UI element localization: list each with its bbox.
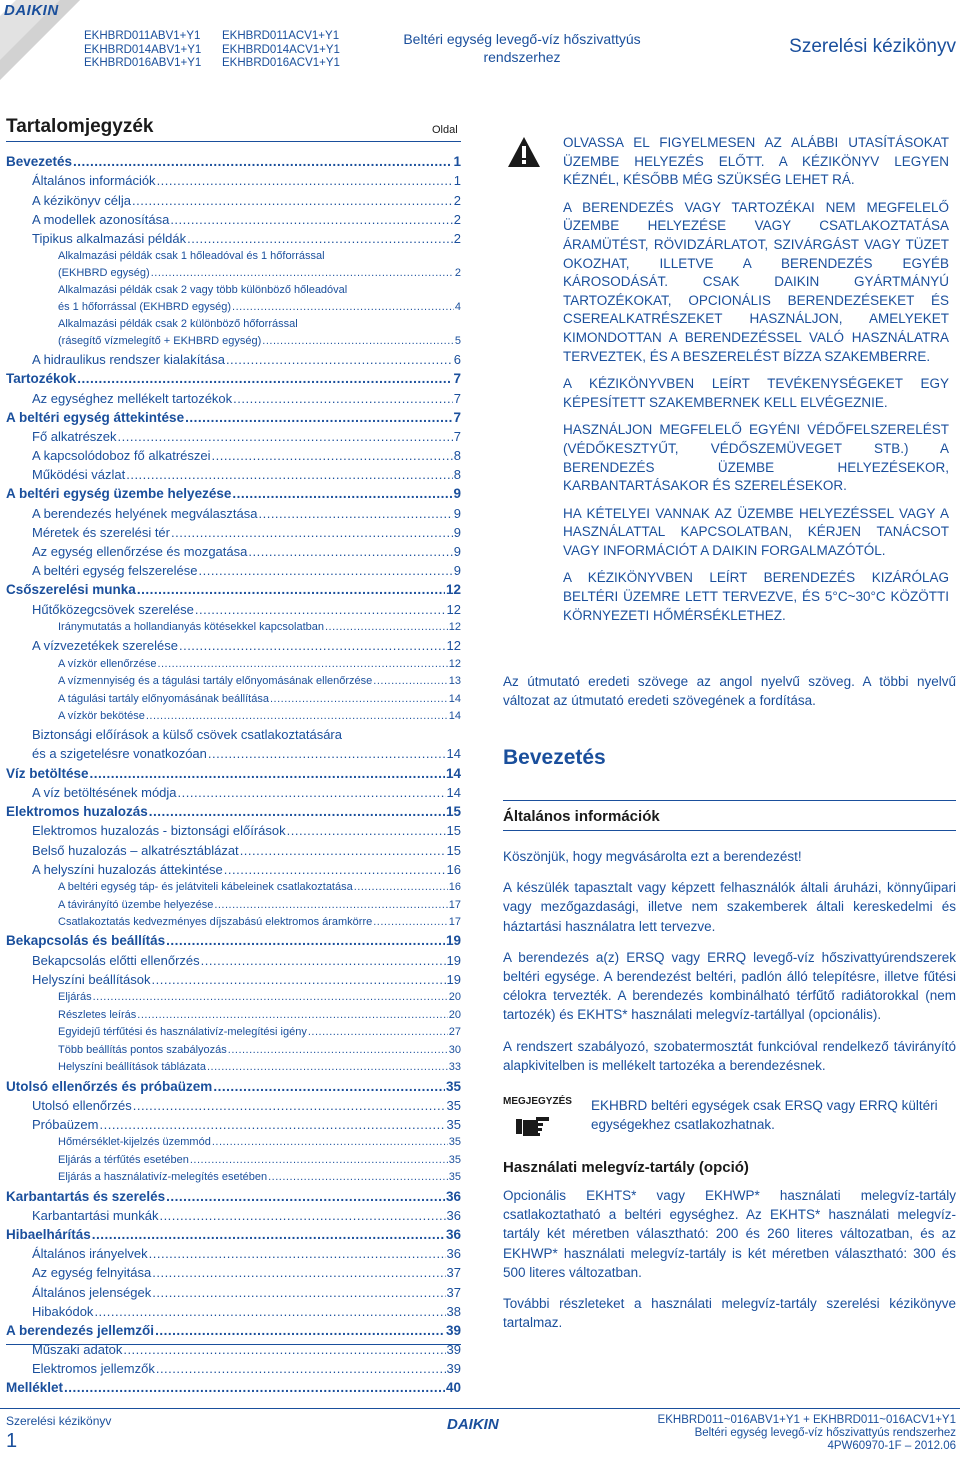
toc-entry[interactable] (6, 989, 461, 1007)
toc-entry-label: Műszaki adatok (32, 1342, 123, 1358)
toc-entry-page: 12 (446, 601, 461, 617)
toc-entry-page: 12 (448, 657, 461, 670)
toc-dot-leader (308, 1024, 448, 1041)
toc-dot-leader (146, 708, 448, 725)
brand-logo: DAIKIN (4, 2, 59, 19)
toc-entry[interactable] (6, 171, 461, 190)
toc-entry-page: 12 (446, 638, 461, 654)
toc-entry-page: 2 (453, 211, 461, 227)
toc-entry-label: A vízvezetékek szerelése (32, 638, 178, 654)
toc-entry-label: Csatlakoztatás kedvezményes díjszabású elektromos áramkörre (58, 916, 373, 929)
toc-entry-label: Elektromos huzalozás (6, 804, 148, 820)
toc-entry[interactable] (6, 655, 461, 673)
subsection-rule (503, 830, 956, 831)
toc-entry-label: Több beállítás pontos szabályozás (58, 1043, 227, 1056)
toc-entry-label: Általános irányelvek (32, 1246, 148, 1262)
toc-dot-leader (118, 427, 453, 446)
toc-entry[interactable] (6, 1169, 461, 1187)
toc-entry[interactable] (6, 282, 461, 316)
toc-dot-leader (149, 1244, 446, 1263)
warning-indoor-only: A KÉZIKÖNYVBEN LEÍRT BERENDEZÉS KIZÁRÓLAG BELTÉRI ÜZEMRE LETT TERVEZVE, ÉS 5°C~30°C KÖZÖTTI KÖRNYEZETI HŐMÉRSÉKLETHEZ. (563, 570, 949, 623)
toc-entry-label: A kapcsolódoboz fő alkatrészei (32, 448, 211, 464)
toc-dot-leader (155, 1321, 445, 1340)
toc-entry-page: 12 (448, 621, 461, 634)
toc-entry[interactable] (6, 708, 461, 726)
toc-entry[interactable] (6, 840, 461, 859)
warning-contact-dealer: HA KÉTELYEI VANNAK AZ ÜZEMBE HELYEZÉSSEL VAGY A HASZNÁLATTAL KAPCSOLATBAN, KÉRJEN TANÁCSOT VAGY INFORMÁCIÓT A DAIKIN FORGALMAZÓTÓL. (563, 505, 949, 558)
toc-entry-page: 2 (453, 230, 461, 246)
original-language-note: Az útmutató eredeti szövege az angol nyelvű szöveg. A többi nyelvű változat az útmutató eredeti szövegének a fordítása. (503, 674, 956, 709)
toc-entry[interactable] (6, 1151, 461, 1169)
toc-entry[interactable] (6, 229, 461, 248)
toc-entry-label: Biztonsági előírások a külső csövek csatlakoztatására (32, 727, 342, 743)
toc-entry-page: 36 (445, 1188, 461, 1204)
toc-dot-leader (354, 879, 448, 896)
toc-dot-leader (233, 389, 453, 408)
toc-entry-page: 8 (453, 467, 461, 483)
footer-manual-title: Szerelési kézikönyv (6, 1414, 112, 1428)
toc-entry-label: Iránymutatás a hollandianyás kötésekkel kapcsolatban (58, 621, 324, 634)
toc-entry-label: Elektromos jellemzők (32, 1361, 155, 1377)
toc-bottom-rule (6, 1344, 461, 1345)
toc-entry[interactable] (6, 725, 461, 763)
toc-entry[interactable] (6, 369, 461, 388)
toc-entry-page: 38 (446, 1303, 461, 1319)
intro-thanks: Köszönjük, hogy megvásárolta ezt a berendezést! (503, 849, 802, 864)
toc-entry-label: Alkalmazási példák csak 2 különböző hőforrással (58, 317, 298, 330)
toc-entry-label: Utolsó ellenőrzés (32, 1097, 132, 1113)
header-subtitle: Beltéri egység levegő-víz hőszivattyús rendszerhez (403, 31, 641, 65)
toc-entry[interactable] (6, 1321, 461, 1340)
toc-entry-label: Tipikus alkalmazási példák (32, 230, 187, 246)
toc-dot-leader (137, 580, 445, 599)
toc-dot-leader (93, 989, 448, 1006)
toc-entry-page: 2 (453, 192, 461, 208)
toc-entry-label: Az egység felnyitása (32, 1265, 152, 1281)
toc-entry-label: Az egységhez mellékelt tartozékok (32, 390, 233, 406)
toc-entry[interactable] (6, 427, 461, 446)
toc-entry-label: Hibaelhárítás (6, 1226, 91, 1242)
toc-entry-label: A vízkör bekötése (58, 710, 145, 723)
toc-entry-label: Tartozékok (6, 371, 77, 387)
toc-entry-page: 19 (446, 971, 461, 987)
subsection-title-general: Általános információk (503, 808, 660, 825)
toc-entry[interactable] (6, 690, 461, 708)
toc-entry-page: 35 (448, 1171, 461, 1184)
toc-entry-page: 13 (448, 675, 461, 688)
toc-entry[interactable] (6, 1134, 461, 1152)
toc-dot-leader (99, 1115, 445, 1134)
toc-entry[interactable] (6, 1225, 461, 1244)
toc-entry-label-cont: és a szigetelésre vonatkozóan (32, 746, 207, 762)
toc-dot-leader (179, 636, 446, 655)
toc-dot-leader (228, 1042, 448, 1059)
toc-entry-label-cont: (rásegítő vízmelegítő + EKHBRD egység) (58, 334, 262, 347)
toc-entry[interactable] (6, 950, 461, 969)
toc-entry-label: A berendezés helyének megválasztása (32, 505, 258, 521)
toc-entry-label: A helyszíni huzalozás áttekintése (32, 861, 223, 877)
footer-rule (0, 1408, 960, 1409)
toc-dot-leader (133, 1096, 446, 1115)
toc-entry-page: 40 (445, 1380, 461, 1396)
toc-entry-page: 15 (446, 842, 461, 858)
toc-entry[interactable] (6, 1378, 461, 1397)
toc-title: Tartalomjegyzék (6, 116, 154, 137)
toc-dot-leader (232, 299, 454, 316)
toc-dot-leader (226, 350, 453, 369)
toc-entry-page: 36 (446, 1246, 461, 1262)
toc-dot-leader (156, 1359, 446, 1378)
toc-entry-label: Helyszíni beállítások (32, 971, 151, 987)
footer-subtitle: Beltéri egység levegő-víz hőszivattyús rendszerhez (694, 1427, 956, 1439)
toc-dot-leader (207, 1059, 448, 1076)
toc-dot-leader (126, 465, 453, 484)
toc-entry[interactable] (6, 561, 461, 580)
toc-dot-leader (73, 152, 452, 171)
toc-dot-leader (159, 1206, 445, 1225)
toc-entry[interactable] (6, 860, 461, 879)
toc-entry-label: Hibakódok (32, 1303, 94, 1319)
toc-dot-leader (198, 561, 452, 580)
toc-dot-leader (213, 1077, 445, 1096)
toc-dot-leader (149, 802, 445, 821)
toc-entry-page: 5 (454, 334, 461, 347)
toc-dot-leader (195, 600, 446, 619)
toc-entry-label: Részletes leírás (58, 1008, 137, 1021)
toc-entry[interactable] (6, 1282, 461, 1301)
toc-entry-page: 9 (453, 486, 461, 502)
toc-entry-page: 4 (454, 300, 461, 313)
intro-intended-use: A készülék tapasztalt vagy képzett felhasználók általi áruházi, könnyűipari vagy mezőgazdasági, illetve nem szakemberek általi kereskedelmi és háztartási használatra lett tervezve. (503, 880, 956, 934)
toc-dot-leader (132, 191, 453, 210)
footer-doc-code: 4PW60970-1F – 2012.06 (827, 1440, 956, 1452)
toc-entry[interactable] (6, 914, 461, 932)
warning-qualified-person: A KÉZIKÖNYVBEN LEÍRT TEVÉKENYSÉGEKET EGY KÉPESÍTETT SZAKEMBERNEK KELL ELVÉGEZNIE. (563, 376, 949, 410)
note-label: MEGJEGYZÉS (503, 1096, 572, 1107)
toc-entry-label: A beltéri egység üzembe helyezése (6, 486, 232, 502)
toc-entry-page: 14 (448, 692, 461, 705)
toc-entry[interactable] (6, 152, 461, 171)
toc-entry-page: 35 (445, 1078, 461, 1094)
toc-dot-leader (166, 931, 445, 950)
toc-entry-label: A tágulási tartály előnyomásának beállítása (58, 692, 269, 705)
toc-dot-leader (262, 333, 454, 350)
toc-top-rule (6, 141, 461, 142)
toc-entry[interactable] (6, 190, 461, 209)
toc-dot-leader (212, 446, 453, 465)
toc-entry[interactable] (6, 1059, 461, 1077)
header-manual-title: Szerelési kézikönyv (789, 36, 956, 57)
toc-dot-leader (123, 1340, 445, 1359)
toc-entry-page: 35 (448, 1136, 461, 1149)
toc-entry[interactable] (6, 619, 461, 637)
toc-entry[interactable] (6, 1359, 461, 1378)
toc-entry-label: A vízmennyiség és a tágulási tartály előnyomásának ellenőrzése (58, 675, 373, 688)
toc-entry-label: Hűtőközegcsövek szerelése (32, 601, 194, 617)
toc-entry-label: A hidraulikus rendszer kialakítása (32, 352, 225, 368)
toc-entry-page: 36 (446, 1207, 461, 1223)
toc-dot-leader (268, 1169, 448, 1186)
toc-dot-leader (248, 542, 452, 561)
toc-entry-page: 9 (453, 563, 461, 579)
toc-dot-leader (152, 1283, 445, 1302)
toc-entry-label: Bekapcsolás előtti ellenőrzés (32, 952, 200, 968)
toc-entry-page: 14 (446, 785, 461, 801)
toc-entry-label: Utolsó ellenőrzés és próbaüzem (6, 1078, 213, 1094)
toc-dot-leader (90, 764, 445, 783)
toc-dot-leader (212, 1134, 448, 1151)
toc-dot-leader (151, 265, 454, 282)
header-models-acv: EKHBRD011ACV1+Y1 EKHBRD014ACV1+Y1 EKHBRD016ACV1+Y1 (222, 30, 340, 69)
subsection-title-dhw-tank: Használati melegvíz-tartály (opció) (503, 1159, 749, 1176)
toc-dot-leader (325, 619, 448, 636)
toc-entry-page: 2 (454, 266, 461, 279)
toc-entry-label: Elektromos huzalozás - biztonsági előírások (32, 823, 286, 839)
toc-entry[interactable] (6, 599, 461, 618)
toc-entry-label: Eljárás a használativíz-melegítés esetében (58, 1171, 268, 1184)
toc-entry-label: Melléklet (6, 1380, 64, 1396)
toc-entry-label: Fő alkatrészek (32, 428, 117, 444)
toc-entry[interactable] (6, 1041, 461, 1059)
footer-models: EKHBRD011~016ABV1+Y1 + EKHBRD011~016ACV1+Y1 (657, 1414, 956, 1426)
warning-icon (507, 136, 541, 168)
toc-entry[interactable] (6, 1340, 461, 1359)
toc-entry[interactable] (6, 1096, 461, 1115)
toc-entry-page: 39 (446, 1342, 461, 1358)
toc-entry-label: A modellek azonosítása (32, 211, 170, 227)
toc-entry[interactable] (6, 523, 461, 542)
toc-dot-leader (170, 210, 452, 229)
toc-entry[interactable] (6, 248, 461, 282)
toc-entry-label: Egyidejű térfűtési és használativíz-melegítési igény (58, 1026, 307, 1039)
toc-dot-leader (214, 897, 447, 914)
toc-entry-label: Méretek és szerelési tér (32, 524, 170, 540)
toc-entry-page: 17 (448, 898, 461, 911)
intro-system-description: A berendezés a(z) ERSQ vagy ERRQ levegő-víz hőszivattyúrendszerek beltéri egysége. A berendezést beltéri, padlón álló telepítésre, illetve fűtési célokra tervezték. A berendezés kombinálható térfűtő radiátorokkal (nem tartozék) és EKHTS* használati melegvíz-tartállyal (opcionális). (503, 949, 956, 1023)
toc-entry[interactable] (6, 970, 461, 989)
toc-entry[interactable] (6, 896, 461, 914)
toc-dot-leader (240, 841, 446, 860)
toc-entry[interactable] (6, 210, 461, 229)
toc-entry-page: 36 (445, 1226, 461, 1242)
toc-entry-label: Általános jelenségek (32, 1284, 152, 1300)
toc-entry-page: 30 (448, 1043, 461, 1056)
dhw-tank-paragraphs (503, 1186, 956, 1340)
toc-entry-label: Alkalmazási példák csak 1 hőleadóval és 1 hőforrással (58, 249, 325, 262)
toc-entry[interactable] (6, 408, 461, 427)
toc-entry-label: A vízkör ellenőrzése (58, 657, 157, 670)
toc-entry-label: Eljárás (58, 991, 92, 1004)
toc-entry-label-cont: (EKHBRD egység) (58, 266, 150, 279)
toc-entry[interactable] (6, 764, 461, 783)
toc-entry[interactable] (6, 484, 461, 503)
toc-entry-label: A kézikönyv célja (32, 192, 131, 208)
toc-entry-page: 35 (446, 1116, 461, 1132)
toc-entry-label: Hőmérséklet-kijelzés üzemmód (58, 1136, 211, 1149)
toc-entry-label-cont: és 1 hőforrással (EKHBRD egység) (58, 300, 232, 313)
safety-warning-block (563, 134, 949, 625)
toc-entry-page: 19 (445, 933, 461, 949)
toc-entry-page: 9 (453, 505, 461, 521)
note-text: EKHBRD beltéri egységek csak ERSQ vagy ERRQ kültéri egységekhez csatlakozhatnak. (591, 1098, 938, 1133)
toc-entry-page: 7 (453, 409, 461, 425)
toc-dot-leader (190, 1152, 448, 1169)
toc-entry-label: Belső huzalozás – alkatrésztáblázat (32, 842, 239, 858)
toc-dot-leader (258, 504, 452, 523)
toc-entry-label: Víz betöltése (6, 765, 89, 781)
toc-entry-page: 7 (453, 428, 461, 444)
toc-entry-page: 9 (453, 544, 461, 559)
section-title-introduction: Bevezetés (503, 746, 606, 769)
header-models-abv: EKHBRD011ABV1+Y1 EKHBRD014ABV1+Y1 EKHBRD016ABV1+Y1 (84, 30, 202, 69)
toc-dot-leader (187, 229, 453, 248)
toc-entry[interactable] (6, 673, 461, 691)
warning-protective-equipment: HASZNÁLJON MEGFELELŐ EGYÉNI VÉDŐFELSZERELÉST (VÉDŐKESZTYŰT, VÉDŐSZEMÜVEGET STB.) A BERENDEZÉS ÜZEMBE HELYEZÉSEKOR, KARBANTARTÁSAKOR ÉS SZERELÉSEKOR. (563, 422, 949, 494)
toc-entry-page: 14 (446, 746, 461, 762)
toc-entry-page: 37 (446, 1284, 461, 1300)
toc-entry-label: Próbaüzem (32, 1116, 99, 1132)
toc-entry-page: 15 (446, 823, 461, 839)
toc-entry-page: 20 (448, 1008, 461, 1021)
toc-dot-leader (201, 951, 446, 970)
toc-entry-label: A berendezés jellemzői (6, 1322, 155, 1338)
toc-dot-leader (373, 673, 447, 690)
warning-improper-installation: A BERENDEZÉS VAGY TARTOZÉKAI NEM MEGFELELŐ ÜZEMBE HELYEZÉSE VAGY CSATLAKOZTATÁSA ÁRAMÜTÉST, RÖVIDZÁRLATOT, SZIVÁRGÁST VAGY TÜZET OKOZHAT, ILLETVE A BERENDEZÉS EGYÉB KÁROSODÁSÁT. CSAK DAIKIN GYÁRTMÁNYÚ TARTOZÉKOKAT, OPCIONÁLIS BERENDEZÉSEKET ÉS CSEREALKATRÉSZEKET HASZNÁLJON, AMELYEKET KIMONDOTTAN A BERENDEZÉSSEL VALÓ HASZNÁLATRA TERVEZTEK, ÉS A BESZERELÉST BÍZZA SZAKEMBERRE. (563, 199, 949, 364)
toc-entry-page: 35 (446, 1097, 461, 1113)
toc-entry-page: 14 (445, 765, 461, 781)
toc-dot-leader (166, 1187, 445, 1206)
toc-entry[interactable] (6, 1206, 461, 1225)
pointing-hand-icon (516, 1114, 550, 1138)
toc-entry-page: 1 (453, 173, 461, 189)
toc-entry[interactable] (6, 1006, 461, 1024)
toc-entry-label: Működési vázlat (32, 467, 126, 483)
toc-entry[interactable] (6, 1186, 461, 1205)
toc-list (6, 152, 461, 1397)
toc-entry-page: 9 (453, 524, 461, 540)
toc-entry-page: 6 (453, 352, 461, 368)
toc-entry[interactable] (6, 503, 461, 522)
toc-dot-leader (171, 523, 453, 542)
toc-entry-page: 14 (448, 710, 461, 723)
toc-dot-leader (152, 1263, 445, 1282)
toc-entry-label: A beltéri egység áttekintése (6, 409, 185, 425)
toc-entry-label: Karbantartási munkák (32, 1207, 159, 1223)
toc-entry-label: Bevezetés (6, 154, 73, 170)
section-rule (503, 800, 956, 801)
toc-entry[interactable] (6, 465, 461, 484)
toc-entry-page: 35 (448, 1153, 461, 1166)
toc-dot-leader (137, 1007, 447, 1024)
toc-entry-page: 1 (453, 154, 461, 170)
toc-dot-leader (232, 484, 452, 503)
toc-entry-page: 39 (445, 1322, 461, 1338)
toc-dot-leader (157, 656, 447, 673)
toc-entry-page: 12 (445, 582, 461, 598)
toc-dot-leader (77, 369, 452, 388)
toc-entry[interactable] (6, 388, 461, 407)
toc-entry-page: 27 (448, 1026, 461, 1039)
toc-entry-page: 16 (446, 861, 461, 877)
toc-dot-leader (92, 1225, 445, 1244)
toc-entry[interactable] (6, 783, 461, 802)
toc-entry[interactable] (6, 821, 461, 840)
footer-document-info (658, 1414, 956, 1453)
toc-entry-page: 33 (448, 1061, 461, 1074)
toc-dot-leader (224, 860, 446, 879)
toc-dot-leader (287, 821, 446, 840)
toc-dot-leader (185, 408, 452, 427)
toc-dot-leader (94, 1302, 445, 1321)
toc-entry-label: Csőszerelési munka (6, 582, 136, 598)
footer-page-number: 1 (6, 1430, 18, 1452)
toc-entry[interactable] (6, 1263, 461, 1282)
toc-entry[interactable] (6, 1076, 461, 1095)
toc-entry-label: Általános információk (32, 173, 156, 189)
toc-page-column-label: Oldal (432, 124, 458, 136)
toc-entry[interactable] (6, 446, 461, 465)
toc-entry-label: Az egység ellenőrzése és mozgatása (32, 544, 248, 559)
toc-dot-leader (157, 171, 453, 190)
toc-entry[interactable] (6, 1115, 461, 1134)
toc-entry-page: 16 (448, 881, 461, 894)
intro-paragraphs (503, 847, 956, 1083)
toc-entry-page: 15 (445, 804, 461, 820)
toc-entry-page: 17 (448, 916, 461, 929)
toc-entry-label: Karbantartás és szerelés (6, 1188, 166, 1204)
warning-read-instructions: OLVASSA EL FIGYELMESEN AZ ALÁBBI UTASÍTÁSOKAT ÜZEMBE HELYEZÉS ELŐTT. A KÉZIKÖNYV LEGYEN KÉZNÉL, KÉSŐBB MÉG SZÜKSÉG LEHET RÁ. (563, 135, 949, 188)
toc-entry-page: 7 (453, 371, 461, 387)
toc-dot-leader (178, 783, 446, 802)
toc-entry[interactable] (6, 802, 461, 821)
toc-entry[interactable] (6, 316, 461, 350)
toc-dot-leader (208, 744, 446, 763)
toc-dot-leader (152, 970, 446, 989)
toc-entry-label: A távirányító üzembe helyezése (58, 898, 214, 911)
toc-dot-leader (373, 914, 448, 931)
toc-dot-leader (270, 691, 448, 708)
toc-entry-label: Helyszíni beállítások táblázata (58, 1061, 206, 1074)
toc-entry-label: A víz betöltésének módja (32, 785, 177, 801)
toc-entry[interactable] (6, 879, 461, 897)
toc-entry-page: 8 (453, 448, 461, 464)
toc-entry-label: A beltéri egység felszerelése (32, 563, 198, 579)
toc-entry[interactable] (6, 1302, 461, 1321)
footer-brand-logo: DAIKIN (447, 1416, 499, 1433)
toc-entry[interactable] (6, 636, 461, 655)
dhw-tank-options: Opcionális EKHTS* vagy EKHWP* használati melegvíz-tartály csatlakoztatható a beltéri egységhez. Az EKHTS* használati melegvíz-tartály két méretben választható: 200 és 260 literes változatban, és az EKHWP* használati melegvíz-tartály is két méretben választható: 300 és 500 literes változatban. (503, 1188, 956, 1280)
toc-entry[interactable] (6, 1024, 461, 1042)
toc-dot-leader (64, 1378, 445, 1397)
toc-entry[interactable] (6, 350, 461, 369)
toc-entry-page: 19 (446, 952, 461, 968)
dhw-tank-more-info: További részleteket a használati melegvíz-tartály szerelési kézikönyve tartalmaz. (503, 1296, 956, 1331)
toc-entry-page: 7 (453, 390, 461, 406)
toc-entry-label: Bekapcsolás és beállítás (6, 933, 166, 949)
toc-entry-label: A beltéri egység táp- és jelátviteli kábeleinek csatlakoztatása (58, 881, 353, 894)
toc-entry[interactable] (6, 1244, 461, 1263)
toc-entry[interactable] (6, 931, 461, 950)
toc-entry[interactable] (6, 580, 461, 599)
toc-entry-page: 39 (446, 1361, 461, 1377)
toc-entry[interactable] (6, 542, 461, 561)
toc-entry-label: Eljárás a térfűtés esetében (58, 1153, 189, 1166)
toc-entry-page: 37 (446, 1265, 461, 1281)
toc-entry-page: 20 (448, 991, 461, 1004)
toc-entry-label: Alkalmazási példák csak 2 vagy több különböző hőleadóval (58, 283, 348, 296)
intro-remote-controller: A rendszert szabályozó, szobatermosztát funkcióval rendelkező távirányító alapkivitelben is mellékelt tartozéka a berendezésnek. (503, 1038, 956, 1073)
